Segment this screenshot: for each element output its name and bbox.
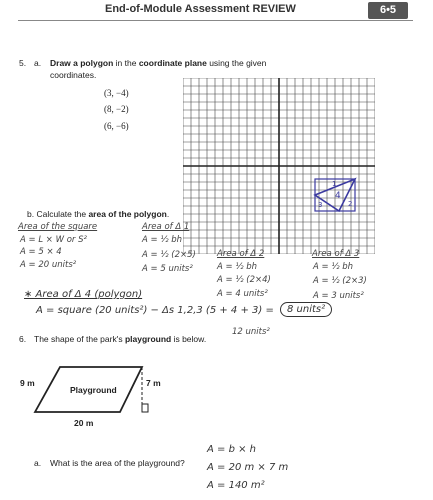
module-badge: 6•5 xyxy=(368,2,408,19)
work-tri3-line: A = ½ bh xyxy=(313,262,354,272)
q6-prompt xyxy=(34,334,206,344)
page-title: End-of-Module Assessment REVIEW xyxy=(105,3,296,15)
prompt-text-end: using the given xyxy=(206,58,267,68)
work-square-line: A = L × W or S² xyxy=(20,235,87,245)
work-polygon-title: ∗ Area of Δ 4 (polygon) xyxy=(24,289,143,300)
playground-label: Playground xyxy=(70,385,117,395)
work-square-line: A = 20 units² xyxy=(20,260,77,270)
work-square-line: A = 5 × 4 xyxy=(20,247,62,257)
left-side-length: 9 m xyxy=(20,378,35,388)
q6-work-line: A = 140 m² xyxy=(207,480,265,491)
work-square-title: Area of the square xyxy=(18,222,98,232)
work-tri1-line: A = ½ bh xyxy=(142,235,183,245)
work-tri1-title: Area of Δ 1 xyxy=(142,222,190,232)
triangle-1-label: 1 xyxy=(332,180,337,188)
subtracted-area: 12 units² xyxy=(232,327,270,337)
work-tri2-line: A = 4 units² xyxy=(217,289,268,299)
height-length: 7 m xyxy=(146,378,161,388)
q6-text: The shape of the park's xyxy=(34,334,125,344)
q6-work-line: A = 20 m × 7 m xyxy=(207,462,289,473)
coordinate-3: (6, −6) xyxy=(104,121,129,131)
base-length: 20 m xyxy=(74,418,94,428)
work-tri3-line: A = ½ (2×3) xyxy=(313,276,367,286)
work-tri1-line: A = 5 units² xyxy=(142,264,193,274)
right-angle-marker xyxy=(142,404,148,412)
work-tri2-line: A = ½ bh xyxy=(217,262,258,272)
q5-part-b-prompt xyxy=(27,209,169,219)
part-b-text: b. Calculate the xyxy=(27,209,89,219)
q5-part-a-prompt xyxy=(50,58,266,68)
question-6-number: 6. xyxy=(19,334,27,344)
coordinate-1: (3, −4) xyxy=(104,88,129,98)
coordinate-plane xyxy=(183,78,375,254)
polygon-area-answer: 8 units² xyxy=(280,302,332,317)
prompt-bold-polygon: Draw a polygon xyxy=(50,58,114,68)
work-tri3-line: A = 3 units² xyxy=(313,291,364,301)
work-polygon-equation: A = square (20 units²) − Δs 1,2,3 (5 + 4 + 3) = xyxy=(36,305,274,316)
triangle-3-label: 3 xyxy=(318,201,323,209)
prompt-text: in the xyxy=(113,58,139,68)
q6-work-line: A = b × h xyxy=(207,444,256,455)
triangle-2-label: 2 xyxy=(348,200,353,208)
triangle-4-label: 4 xyxy=(335,191,341,201)
part-b-end: . xyxy=(166,209,170,219)
prompt-bold-plane: coordinate plane xyxy=(138,58,207,68)
work-tri2-line: A = ½ (2×4) xyxy=(217,275,271,285)
q6-part-a-letter: a. xyxy=(34,458,42,468)
header-divider xyxy=(18,20,413,21)
work-tri3-title: Area of Δ 3 xyxy=(312,249,360,259)
q6-text-end: is below. xyxy=(171,334,207,344)
coordinate-2: (8, −2) xyxy=(104,104,129,114)
work-tri1-line: A = ½ (2×5) xyxy=(142,250,196,260)
q6-bold: playground xyxy=(124,334,172,344)
question-5-number: 5. xyxy=(19,58,27,68)
part-b-bold: area of the polygon xyxy=(88,209,167,219)
work-tri2-title: Area of Δ 2 xyxy=(217,249,265,259)
q6-part-a-prompt: What is the area of the playground? xyxy=(50,458,185,468)
q5-part-a-prompt-line2: coordinates. xyxy=(50,70,97,80)
q5-part-a-letter: a. xyxy=(34,58,42,68)
